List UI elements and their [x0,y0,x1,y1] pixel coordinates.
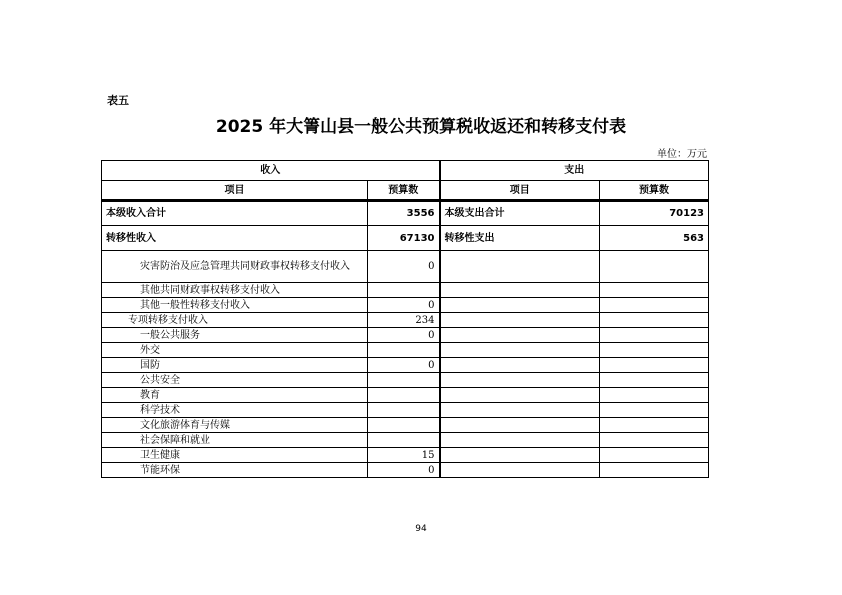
expense-empty-value [600,251,709,283]
row-label: 灾害防治及应急管理共同财政事权转移支付收入 [102,251,368,283]
transfer-income-value: 67130 [368,226,440,251]
transfer-expense-value: 563 [600,226,709,251]
income-total-label: 本级收入合计 [102,201,368,226]
income-budget-header: 预算数 [368,181,440,201]
transfer-income-label: 转移性收入 [102,226,368,251]
table-row [102,298,709,313]
table-row [102,418,709,433]
page-title: 2025 年大箐山县一般公共预算税收返还和转移支付表 [215,117,627,137]
expense-empty-value [600,418,709,433]
table-row [102,448,709,463]
page-number: 94 [415,524,427,534]
row-label: 外交 [102,343,368,358]
expense-empty-value [600,358,709,373]
budget-table [101,160,709,478]
row-value [368,283,440,298]
row-value [368,433,440,448]
unit-label: 单位：万元 [657,149,707,160]
expense-empty-cell [440,298,600,313]
expense-empty-cell [440,418,600,433]
expense-empty-value [600,343,709,358]
expense-empty-value [600,433,709,448]
expense-empty-value [600,463,709,478]
table-row [102,313,709,328]
table-row [102,388,709,403]
row-label: 国防 [102,358,368,373]
row-label: 节能环保 [102,463,368,478]
group-header-row [102,161,709,181]
row-value [368,343,440,358]
column-header-row [102,181,709,201]
row-value: 234 [368,313,440,328]
expense-empty-value [600,313,709,328]
table-row [102,403,709,418]
row-label: 社会保障和就业 [102,433,368,448]
expense-empty-cell [440,251,600,283]
row-value: 0 [368,328,440,343]
expense-empty-cell [440,463,600,478]
expense-empty-value [600,448,709,463]
expense-empty-value [600,403,709,418]
expense-empty-value [600,298,709,313]
expense-empty-value [600,388,709,403]
expense-empty-cell [440,448,600,463]
row-value: 0 [368,251,440,283]
row-value: 0 [368,463,440,478]
row-value [368,418,440,433]
expense-item-header: 项目 [440,181,600,201]
expense-empty-value [600,373,709,388]
table-row [102,343,709,358]
table-row [102,373,709,388]
expense-empty-cell [440,283,600,298]
expense-empty-cell [440,373,600,388]
expense-empty-cell [440,403,600,418]
row-label: 专项转移支付收入 [102,313,368,328]
table-row [102,328,709,343]
table-label: 表五 [107,94,129,107]
income-group-header: 收入 [102,161,440,181]
expense-empty-cell [440,358,600,373]
expense-total-value: 70123 [600,201,709,226]
row-label: 文化旅游体育与传媒 [102,418,368,433]
row-label: 其他共同财政事权转移支付收入 [102,283,368,298]
expense-empty-cell [440,343,600,358]
row-label: 公共安全 [102,373,368,388]
row-value [368,373,440,388]
table-row [102,251,709,283]
row-label: 一般公共服务 [102,328,368,343]
row-label: 其他一般性转移支付收入 [102,298,368,313]
row-value [368,403,440,418]
row-value [368,388,440,403]
local-total-row [102,201,709,226]
expense-empty-cell [440,433,600,448]
row-value: 15 [368,448,440,463]
table-row [102,358,709,373]
table-row [102,283,709,298]
transfer-expense-label: 转移性支出 [440,226,600,251]
expense-group-header: 支出 [440,161,709,181]
expense-budget-header: 预算数 [600,181,709,201]
expense-empty-cell [440,328,600,343]
table-row [102,433,709,448]
row-label: 教育 [102,388,368,403]
expense-empty-value [600,328,709,343]
transfer-total-row [102,226,709,251]
expense-total-label: 本级支出合计 [440,201,600,226]
row-label: 卫生健康 [102,448,368,463]
income-total-value: 3556 [368,201,440,226]
income-item-header: 项目 [102,181,368,201]
row-value: 0 [368,358,440,373]
expense-empty-value [600,283,709,298]
row-label: 科学技术 [102,403,368,418]
expense-empty-cell [440,313,600,328]
table-row [102,463,709,478]
row-value: 0 [368,298,440,313]
expense-empty-cell [440,388,600,403]
